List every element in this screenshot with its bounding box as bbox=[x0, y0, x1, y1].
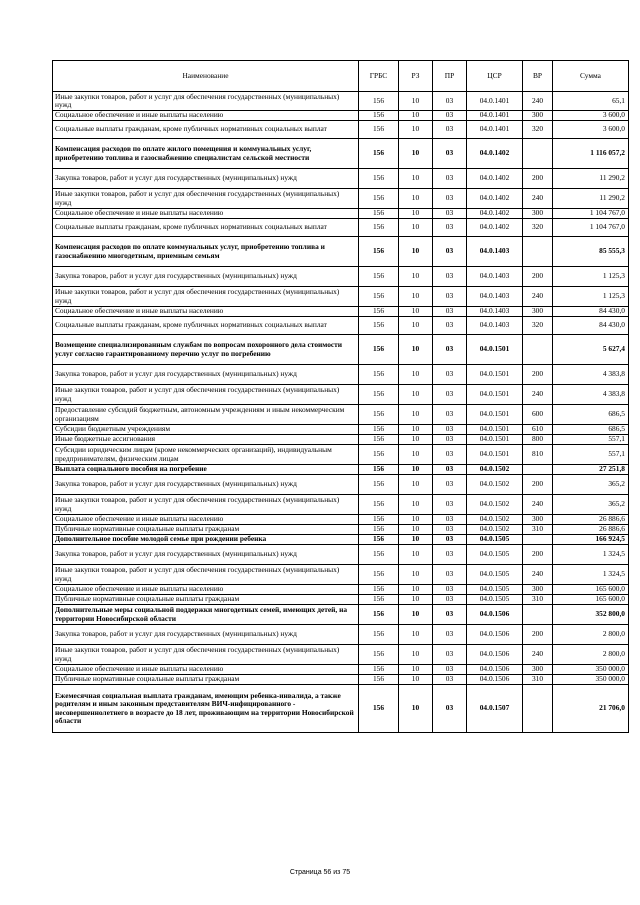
table-row bbox=[53, 405, 629, 425]
cell-csr: 04.0.1501 bbox=[467, 385, 523, 405]
header-sum: Сумма bbox=[553, 61, 629, 92]
header-csr: ЦСР bbox=[467, 61, 523, 92]
table-row bbox=[53, 525, 629, 535]
cell-pr: 03 bbox=[433, 139, 467, 169]
cell-grbs: 156 bbox=[359, 189, 399, 209]
cell-vr: 240 bbox=[523, 565, 553, 585]
cell-csr: 04.0.1401 bbox=[467, 121, 523, 139]
table-row bbox=[53, 625, 629, 645]
cell-grbs: 156 bbox=[359, 625, 399, 645]
table-row bbox=[53, 605, 629, 625]
cell-pr: 03 bbox=[433, 385, 467, 405]
cell-csr: 04.0.1403 bbox=[467, 237, 523, 267]
cell-grbs: 156 bbox=[359, 425, 399, 435]
cell-csr: 04.0.1506 bbox=[467, 605, 523, 625]
cell-grbs: 156 bbox=[359, 675, 399, 685]
table-row bbox=[53, 335, 629, 365]
cell-pr: 03 bbox=[433, 535, 467, 545]
cell-rz: 10 bbox=[399, 495, 433, 515]
budget-table bbox=[52, 60, 629, 733]
cell-grbs: 156 bbox=[359, 139, 399, 169]
cell-name: Дополнительное пособие молодой семье при рождении ребенка bbox=[53, 535, 359, 545]
cell-name: Иные бюджетные ассигнования bbox=[53, 435, 359, 445]
cell-pr: 03 bbox=[433, 237, 467, 267]
cell-rz: 10 bbox=[399, 121, 433, 139]
cell-grbs: 156 bbox=[359, 565, 399, 585]
table-row bbox=[53, 565, 629, 585]
cell-name: Социальное обеспечение и иные выплаты населению bbox=[53, 515, 359, 525]
cell-pr: 03 bbox=[433, 665, 467, 675]
cell-rz: 10 bbox=[399, 465, 433, 475]
cell-grbs: 156 bbox=[359, 595, 399, 605]
cell-name: Социальные выплаты гражданам, кроме публичных нормативных социальных выплат bbox=[53, 317, 359, 335]
cell-sum: 65,1 bbox=[553, 92, 629, 111]
table-row bbox=[53, 317, 629, 335]
table-row bbox=[53, 425, 629, 435]
cell-sum: 557,1 bbox=[553, 435, 629, 445]
cell-name: Публичные нормативные социальные выплаты гражданам bbox=[53, 525, 359, 535]
table-row bbox=[53, 595, 629, 605]
cell-rz: 10 bbox=[399, 565, 433, 585]
cell-name: Иные закупки товаров, работ и услуг для обеспечения государственных (муниципальных) нужд bbox=[53, 287, 359, 307]
cell-pr: 03 bbox=[433, 675, 467, 685]
cell-rz: 10 bbox=[399, 307, 433, 317]
cell-vr bbox=[523, 335, 553, 365]
cell-vr: 810 bbox=[523, 445, 553, 465]
cell-sum: 84 430,0 bbox=[553, 307, 629, 317]
cell-vr: 310 bbox=[523, 675, 553, 685]
cell-grbs: 156 bbox=[359, 169, 399, 189]
cell-pr: 03 bbox=[433, 425, 467, 435]
cell-pr: 03 bbox=[433, 685, 467, 733]
cell-rz: 10 bbox=[399, 525, 433, 535]
cell-vr: 300 bbox=[523, 665, 553, 675]
cell-pr: 03 bbox=[433, 565, 467, 585]
cell-pr: 03 bbox=[433, 435, 467, 445]
cell-name: Социальное обеспечение и иные выплаты населению bbox=[53, 111, 359, 121]
cell-vr: 240 bbox=[523, 189, 553, 209]
cell-name: Иные закупки товаров, работ и услуг для обеспечения государственных (муниципальных) нужд bbox=[53, 495, 359, 515]
cell-name: Иные закупки товаров, работ и услуг для обеспечения государственных (муниципальных) нужд bbox=[53, 645, 359, 665]
cell-rz: 10 bbox=[399, 209, 433, 219]
table-row bbox=[53, 139, 629, 169]
cell-csr: 04.0.1402 bbox=[467, 139, 523, 169]
table-row bbox=[53, 545, 629, 565]
cell-csr: 04.0.1402 bbox=[467, 189, 523, 209]
cell-vr bbox=[523, 465, 553, 475]
table-row bbox=[53, 385, 629, 405]
cell-vr: 200 bbox=[523, 169, 553, 189]
cell-pr: 03 bbox=[433, 121, 467, 139]
table-row bbox=[53, 645, 629, 665]
cell-name: Ежемесячная социальная выплата гражданам, имеющим ребенка-инвалида, а также родителям и иным законным представителям ВИЧ-инфицированного - несовершеннолетнего в возрасте до 18 лет, проживающим на территории Новосибирской области bbox=[53, 685, 359, 733]
table-row bbox=[53, 535, 629, 545]
cell-rz: 10 bbox=[399, 625, 433, 645]
cell-pr: 03 bbox=[433, 645, 467, 665]
cell-grbs: 156 bbox=[359, 365, 399, 385]
cell-pr: 03 bbox=[433, 445, 467, 465]
cell-sum: 1 104 767,0 bbox=[553, 209, 629, 219]
cell-name: Иные закупки товаров, работ и услуг для обеспечения государственных (муниципальных) нужд bbox=[53, 92, 359, 111]
cell-vr: 300 bbox=[523, 111, 553, 121]
table-row bbox=[53, 267, 629, 287]
cell-sum: 557,1 bbox=[553, 445, 629, 465]
cell-sum: 11 290,2 bbox=[553, 189, 629, 209]
table-row bbox=[53, 92, 629, 111]
cell-pr: 03 bbox=[433, 605, 467, 625]
cell-grbs: 156 bbox=[359, 605, 399, 625]
cell-name: Публичные нормативные социальные выплаты гражданам bbox=[53, 675, 359, 685]
cell-csr: 04.0.1402 bbox=[467, 219, 523, 237]
cell-name: Компенсация расходов по оплате жилого помещения и коммунальных услуг, приобретению топлива и газоснабжению специалистам сельской местности bbox=[53, 139, 359, 169]
table-row bbox=[53, 665, 629, 675]
cell-vr: 320 bbox=[523, 219, 553, 237]
cell-vr: 240 bbox=[523, 287, 553, 307]
cell-csr: 04.0.1402 bbox=[467, 169, 523, 189]
cell-sum: 1 324,5 bbox=[553, 565, 629, 585]
cell-csr: 04.0.1501 bbox=[467, 445, 523, 465]
cell-grbs: 156 bbox=[359, 475, 399, 495]
cell-vr: 300 bbox=[523, 515, 553, 525]
table-row bbox=[53, 445, 629, 465]
cell-name: Социальное обеспечение и иные выплаты населению bbox=[53, 209, 359, 219]
cell-grbs: 156 bbox=[359, 111, 399, 121]
cell-csr: 04.0.1506 bbox=[467, 665, 523, 675]
cell-sum: 84 430,0 bbox=[553, 317, 629, 335]
cell-vr: 300 bbox=[523, 209, 553, 219]
cell-rz: 10 bbox=[399, 545, 433, 565]
cell-sum: 1 116 057,2 bbox=[553, 139, 629, 169]
cell-vr: 200 bbox=[523, 625, 553, 645]
page-number: Страница 56 из 75 bbox=[289, 869, 351, 876]
cell-vr: 200 bbox=[523, 267, 553, 287]
cell-name: Публичные нормативные социальные выплаты гражданам bbox=[53, 595, 359, 605]
cell-grbs: 156 bbox=[359, 385, 399, 405]
table-row bbox=[53, 209, 629, 219]
cell-name: Закупка товаров, работ и услуг для государственных (муниципальных) нужд bbox=[53, 625, 359, 645]
cell-sum: 365,2 bbox=[553, 495, 629, 515]
cell-pr: 03 bbox=[433, 111, 467, 121]
cell-grbs: 156 bbox=[359, 121, 399, 139]
cell-csr: 04.0.1505 bbox=[467, 545, 523, 565]
cell-csr: 04.0.1501 bbox=[467, 435, 523, 445]
cell-pr: 03 bbox=[433, 335, 467, 365]
cell-grbs: 156 bbox=[359, 92, 399, 111]
table-row bbox=[53, 219, 629, 237]
cell-name: Выплата социального пособия на погребение bbox=[53, 465, 359, 475]
cell-vr: 200 bbox=[523, 475, 553, 495]
cell-csr: 04.0.1506 bbox=[467, 625, 523, 645]
cell-vr: 610 bbox=[523, 425, 553, 435]
cell-grbs: 156 bbox=[359, 525, 399, 535]
cell-pr: 03 bbox=[433, 475, 467, 495]
cell-grbs: 156 bbox=[359, 209, 399, 219]
cell-csr: 04.0.1505 bbox=[467, 585, 523, 595]
cell-vr: 240 bbox=[523, 92, 553, 111]
cell-pr: 03 bbox=[433, 405, 467, 425]
cell-name: Социальные выплаты гражданам, кроме публичных нормативных социальных выплат bbox=[53, 219, 359, 237]
table-row bbox=[53, 189, 629, 209]
cell-sum: 686,5 bbox=[553, 425, 629, 435]
cell-grbs: 156 bbox=[359, 515, 399, 525]
cell-rz: 10 bbox=[399, 515, 433, 525]
cell-vr: 240 bbox=[523, 495, 553, 515]
cell-name: Закупка товаров, работ и услуг для государственных (муниципальных) нужд bbox=[53, 365, 359, 385]
cell-csr: 04.0.1501 bbox=[467, 405, 523, 425]
cell-pr: 03 bbox=[433, 525, 467, 535]
cell-pr: 03 bbox=[433, 365, 467, 385]
cell-grbs: 156 bbox=[359, 435, 399, 445]
cell-grbs: 156 bbox=[359, 219, 399, 237]
table-row bbox=[53, 237, 629, 267]
cell-name: Закупка товаров, работ и услуг для государственных (муниципальных) нужд bbox=[53, 267, 359, 287]
cell-rz: 10 bbox=[399, 267, 433, 287]
cell-grbs: 156 bbox=[359, 645, 399, 665]
cell-csr: 04.0.1502 bbox=[467, 475, 523, 495]
cell-rz: 10 bbox=[399, 645, 433, 665]
cell-rz: 10 bbox=[399, 595, 433, 605]
cell-rz: 10 bbox=[399, 475, 433, 495]
cell-sum: 350 000,0 bbox=[553, 665, 629, 675]
cell-csr: 04.0.1402 bbox=[467, 209, 523, 219]
cell-pr: 03 bbox=[433, 267, 467, 287]
cell-name: Социальное обеспечение и иные выплаты населению bbox=[53, 665, 359, 675]
cell-csr: 04.0.1505 bbox=[467, 595, 523, 605]
cell-vr bbox=[523, 605, 553, 625]
cell-sum: 26 886,6 bbox=[553, 525, 629, 535]
cell-vr: 600 bbox=[523, 405, 553, 425]
cell-vr: 200 bbox=[523, 545, 553, 565]
cell-vr bbox=[523, 139, 553, 169]
cell-sum: 3 600,0 bbox=[553, 111, 629, 121]
cell-csr: 04.0.1401 bbox=[467, 111, 523, 121]
header-vr: ВР bbox=[523, 61, 553, 92]
cell-sum: 1 125,3 bbox=[553, 287, 629, 307]
table-row bbox=[53, 495, 629, 515]
cell-vr: 310 bbox=[523, 525, 553, 535]
cell-csr: 04.0.1403 bbox=[467, 317, 523, 335]
cell-rz: 10 bbox=[399, 585, 433, 595]
cell-pr: 03 bbox=[433, 495, 467, 515]
cell-name: Социальное обеспечение и иные выплаты населению bbox=[53, 307, 359, 317]
table-row bbox=[53, 585, 629, 595]
cell-csr: 04.0.1501 bbox=[467, 425, 523, 435]
cell-grbs: 156 bbox=[359, 545, 399, 565]
table-row bbox=[53, 515, 629, 525]
cell-rz: 10 bbox=[399, 189, 433, 209]
cell-rz: 10 bbox=[399, 405, 433, 425]
cell-csr: 04.0.1403 bbox=[467, 287, 523, 307]
cell-grbs: 156 bbox=[359, 317, 399, 335]
cell-pr: 03 bbox=[433, 189, 467, 209]
cell-csr: 04.0.1505 bbox=[467, 565, 523, 585]
cell-sum: 365,2 bbox=[553, 475, 629, 495]
cell-sum: 165 600,0 bbox=[553, 585, 629, 595]
table-row bbox=[53, 465, 629, 475]
cell-csr: 04.0.1501 bbox=[467, 365, 523, 385]
table-row bbox=[53, 685, 629, 733]
cell-name: Предоставление субсидий бюджетным, автономным учреждениям и иным некоммерческим организациям bbox=[53, 405, 359, 425]
cell-rz: 10 bbox=[399, 535, 433, 545]
cell-rz: 10 bbox=[399, 335, 433, 365]
cell-sum: 2 800,0 bbox=[553, 625, 629, 645]
cell-sum: 11 290,2 bbox=[553, 169, 629, 189]
cell-name: Иные закупки товаров, работ и услуг для обеспечения государственных (муниципальных) нужд bbox=[53, 385, 359, 405]
cell-vr: 240 bbox=[523, 385, 553, 405]
cell-grbs: 156 bbox=[359, 465, 399, 475]
cell-pr: 03 bbox=[433, 169, 467, 189]
cell-name: Закупка товаров, работ и услуг для государственных (муниципальных) нужд bbox=[53, 475, 359, 495]
cell-rz: 10 bbox=[399, 287, 433, 307]
cell-sum: 4 383,8 bbox=[553, 385, 629, 405]
cell-pr: 03 bbox=[433, 625, 467, 645]
cell-rz: 10 bbox=[399, 665, 433, 675]
cell-name: Дополнительные меры социальной поддержки многодетных семей, имеющих детей, на территории Новосибирской области bbox=[53, 605, 359, 625]
cell-csr: 04.0.1401 bbox=[467, 92, 523, 111]
cell-rz: 10 bbox=[399, 365, 433, 385]
cell-grbs: 156 bbox=[359, 495, 399, 515]
cell-rz: 10 bbox=[399, 435, 433, 445]
cell-sum: 352 800,0 bbox=[553, 605, 629, 625]
cell-name: Закупка товаров, работ и услуг для государственных (муниципальных) нужд bbox=[53, 545, 359, 565]
cell-sum: 2 800,0 bbox=[553, 645, 629, 665]
cell-csr: 04.0.1403 bbox=[467, 307, 523, 317]
cell-sum: 85 555,3 bbox=[553, 237, 629, 267]
cell-csr: 04.0.1502 bbox=[467, 515, 523, 525]
cell-csr: 04.0.1505 bbox=[467, 535, 523, 545]
cell-vr bbox=[523, 237, 553, 267]
cell-rz: 10 bbox=[399, 219, 433, 237]
cell-rz: 10 bbox=[399, 111, 433, 121]
cell-sum: 5 627,4 bbox=[553, 335, 629, 365]
cell-grbs: 156 bbox=[359, 287, 399, 307]
cell-rz: 10 bbox=[399, 445, 433, 465]
cell-grbs: 156 bbox=[359, 665, 399, 675]
cell-vr: 800 bbox=[523, 435, 553, 445]
cell-name: Субсидии бюджетным учреждениям bbox=[53, 425, 359, 435]
cell-pr: 03 bbox=[433, 545, 467, 565]
table-row bbox=[53, 675, 629, 685]
cell-grbs: 156 bbox=[359, 307, 399, 317]
cell-pr: 03 bbox=[433, 585, 467, 595]
cell-grbs: 156 bbox=[359, 237, 399, 267]
header-grbs: ГРБС bbox=[359, 61, 399, 92]
cell-sum: 166 924,5 bbox=[553, 535, 629, 545]
cell-csr: 04.0.1501 bbox=[467, 335, 523, 365]
cell-vr: 310 bbox=[523, 595, 553, 605]
cell-rz: 10 bbox=[399, 317, 433, 335]
cell-sum: 350 000,0 bbox=[553, 675, 629, 685]
cell-csr: 04.0.1507 bbox=[467, 685, 523, 733]
cell-name: Субсидии юридическим лицам (кроме некоммерческих организаций), индивидуальным предпринимателям, физическим лицам bbox=[53, 445, 359, 465]
table-row bbox=[53, 169, 629, 189]
cell-sum: 4 383,8 bbox=[553, 365, 629, 385]
table-row bbox=[53, 307, 629, 317]
cell-pr: 03 bbox=[433, 307, 467, 317]
cell-vr: 300 bbox=[523, 307, 553, 317]
cell-grbs: 156 bbox=[359, 267, 399, 287]
cell-pr: 03 bbox=[433, 465, 467, 475]
cell-vr: 320 bbox=[523, 317, 553, 335]
cell-name: Возмещение специализированным службам по вопросам похоронного дела стоимости услуг согласно гарантированному перечню услуг по погребению bbox=[53, 335, 359, 365]
cell-pr: 03 bbox=[433, 595, 467, 605]
cell-rz: 10 bbox=[399, 92, 433, 111]
cell-name: Закупка товаров, работ и услуг для государственных (муниципальных) нужд bbox=[53, 169, 359, 189]
cell-rz: 10 bbox=[399, 139, 433, 169]
cell-rz: 10 bbox=[399, 237, 433, 267]
cell-name: Компенсация расходов по оплате коммунальных услуг, приобретению топлива и газоснабжению многодетным, приемным семьям bbox=[53, 237, 359, 267]
cell-rz: 10 bbox=[399, 425, 433, 435]
cell-rz: 10 bbox=[399, 385, 433, 405]
table-row bbox=[53, 435, 629, 445]
cell-sum: 1 125,3 bbox=[553, 267, 629, 287]
cell-pr: 03 bbox=[433, 287, 467, 307]
cell-grbs: 156 bbox=[359, 535, 399, 545]
cell-sum: 686,5 bbox=[553, 405, 629, 425]
cell-grbs: 156 bbox=[359, 445, 399, 465]
table-row bbox=[53, 365, 629, 385]
cell-name: Социальные выплаты гражданам, кроме публичных нормативных социальных выплат bbox=[53, 121, 359, 139]
cell-pr: 03 bbox=[433, 515, 467, 525]
table-row bbox=[53, 111, 629, 121]
cell-sum: 1 324,5 bbox=[553, 545, 629, 565]
cell-grbs: 156 bbox=[359, 405, 399, 425]
cell-sum: 27 251,8 bbox=[553, 465, 629, 475]
table-row bbox=[53, 475, 629, 495]
table-header-row bbox=[53, 61, 629, 92]
cell-grbs: 156 bbox=[359, 685, 399, 733]
cell-name: Социальное обеспечение и иные выплаты населению bbox=[53, 585, 359, 595]
header-pr: ПР bbox=[433, 61, 467, 92]
cell-pr: 03 bbox=[433, 209, 467, 219]
cell-csr: 04.0.1502 bbox=[467, 495, 523, 515]
cell-pr: 03 bbox=[433, 317, 467, 335]
cell-csr: 04.0.1506 bbox=[467, 675, 523, 685]
cell-rz: 10 bbox=[399, 169, 433, 189]
cell-vr: 300 bbox=[523, 585, 553, 595]
cell-pr: 03 bbox=[433, 92, 467, 111]
cell-vr: 320 bbox=[523, 121, 553, 139]
cell-vr: 240 bbox=[523, 645, 553, 665]
cell-csr: 04.0.1506 bbox=[467, 645, 523, 665]
cell-rz: 10 bbox=[399, 675, 433, 685]
cell-sum: 3 600,0 bbox=[553, 121, 629, 139]
table-body bbox=[53, 92, 629, 733]
table-row bbox=[53, 287, 629, 307]
cell-rz: 10 bbox=[399, 605, 433, 625]
cell-vr: 200 bbox=[523, 365, 553, 385]
cell-csr: 04.0.1502 bbox=[467, 525, 523, 535]
header-rz: РЗ bbox=[399, 61, 433, 92]
cell-sum: 1 104 767,0 bbox=[553, 219, 629, 237]
table-row bbox=[53, 121, 629, 139]
cell-rz: 10 bbox=[399, 685, 433, 733]
cell-csr: 04.0.1502 bbox=[467, 465, 523, 475]
cell-vr bbox=[523, 535, 553, 545]
cell-vr bbox=[523, 685, 553, 733]
cell-csr: 04.0.1403 bbox=[467, 267, 523, 287]
cell-sum: 165 600,0 bbox=[553, 595, 629, 605]
cell-name: Иные закупки товаров, работ и услуг для обеспечения государственных (муниципальных) нужд bbox=[53, 565, 359, 585]
header-name: Наименование bbox=[53, 61, 359, 92]
cell-pr: 03 bbox=[433, 219, 467, 237]
cell-name: Иные закупки товаров, работ и услуг для обеспечения государственных (муниципальных) нужд bbox=[53, 189, 359, 209]
cell-grbs: 156 bbox=[359, 585, 399, 595]
cell-sum: 21 706,0 bbox=[553, 685, 629, 733]
cell-sum: 26 886,6 bbox=[553, 515, 629, 525]
cell-grbs: 156 bbox=[359, 335, 399, 365]
